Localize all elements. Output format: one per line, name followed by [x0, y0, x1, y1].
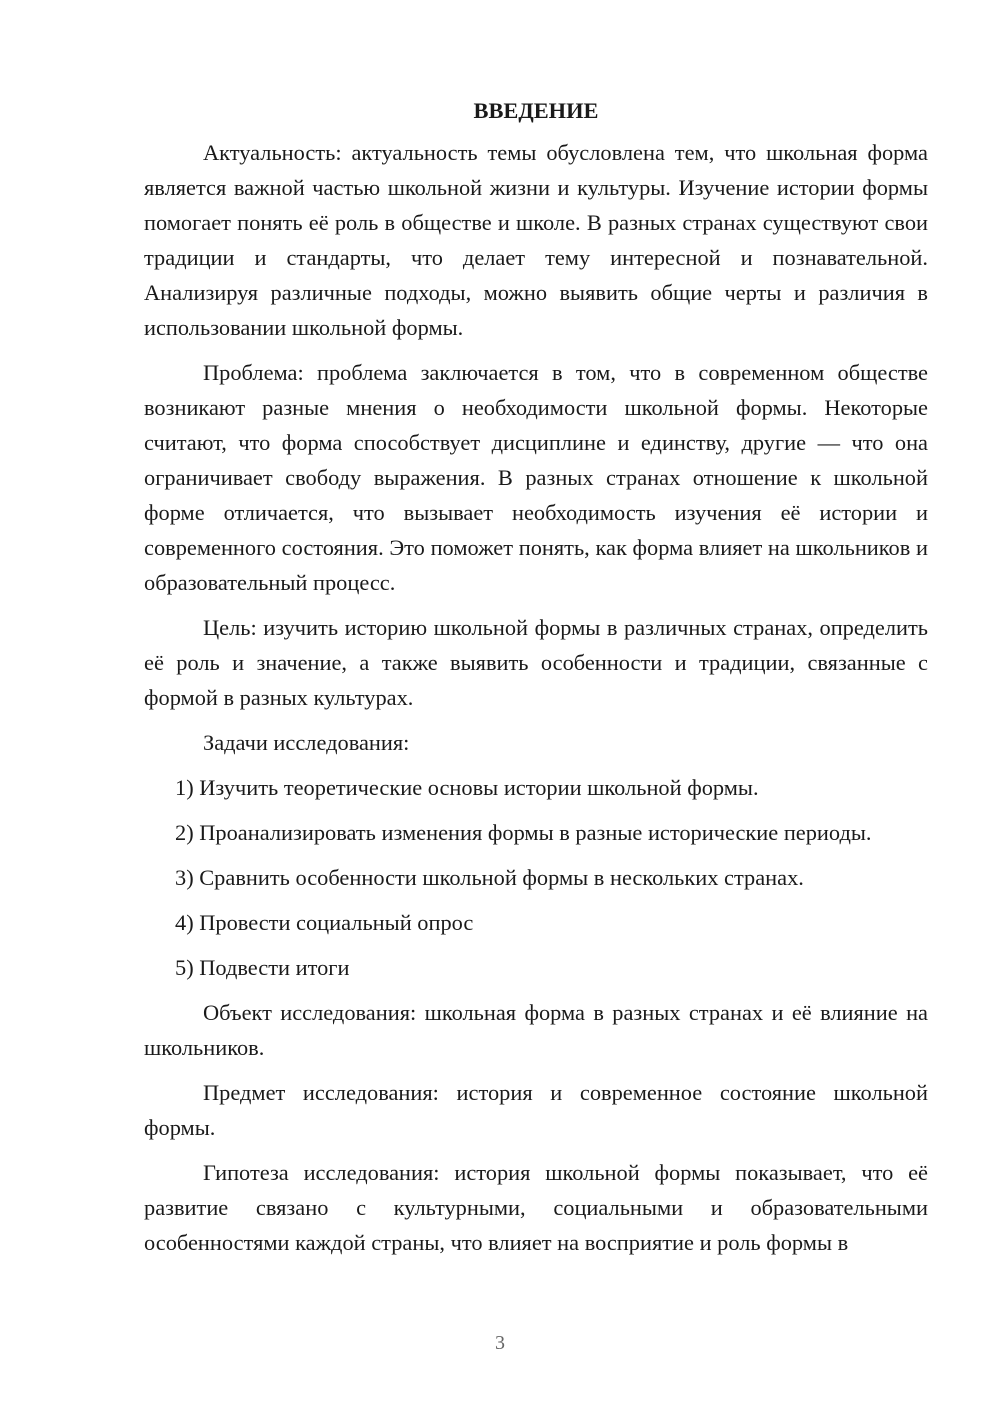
relevance-paragraph: Актуальность: актуальность темы обусловлена тем, что школьная форма является важной частью школьной жизни и культуры. Изучение истории формы помогает понять её роль в обществе и школе. В разных странах существуют свои традиции и стандарты, что делает тему интересной и познавательной. Анализируя различные подходы, можно выявить общие черты и различия в использовании школьной формы. [144, 140, 928, 340]
task-item-1: 1) Изучить теоретические основы истории школьной формы. [175, 775, 759, 800]
problem-paragraph: Проблема: проблема заключается в том, что в современном обществе возникают разные мнения о необходимости школьной формы. Некоторые считают, что форма способствует дисциплине и единству, другие — что она ограничивает свободу выражения. В разных странах отношение к школьной форме отличается, что вызывает необходимость изучения её истории и современного состояния. Это поможет понять, как форма влияет на школьников и образовательный процесс. [144, 360, 928, 595]
task-item-5: 5) Подвести итоги [175, 955, 350, 980]
hypothesis-paragraph: Гипотеза исследования: история школьной формы показывает, что её развитие связано с культурными, социальными и образовательными особенностями каждой страны, что влияет на восприятие и роль формы в [144, 1160, 928, 1255]
page-number: 3 [495, 1332, 505, 1354]
task-item-4: 4) Провести социальный опрос [175, 910, 474, 935]
subject-paragraph: Предмет исследования: история и современное состояние школьной формы. [144, 1080, 928, 1140]
task-item-2: 2) Проанализировать изменения формы в разные исторические периоды. [175, 820, 872, 845]
tasks-heading: Задачи исследования: [203, 730, 410, 755]
object-paragraph: Объект исследования: школьная форма в разных странах и её влияние на школьников. [144, 1000, 928, 1060]
page-content [144, 93, 928, 1270]
page-title: ВВЕДЕНИЕ [473, 98, 599, 123]
goal-paragraph: Цель: изучить историю школьной формы в различных странах, определить её роль и значение, а также выявить особенности и традиции, связанные с формой в разных культурах. [144, 615, 928, 710]
task-item-3: 3) Сравнить особенности школьной формы в нескольких странах. [175, 865, 804, 890]
